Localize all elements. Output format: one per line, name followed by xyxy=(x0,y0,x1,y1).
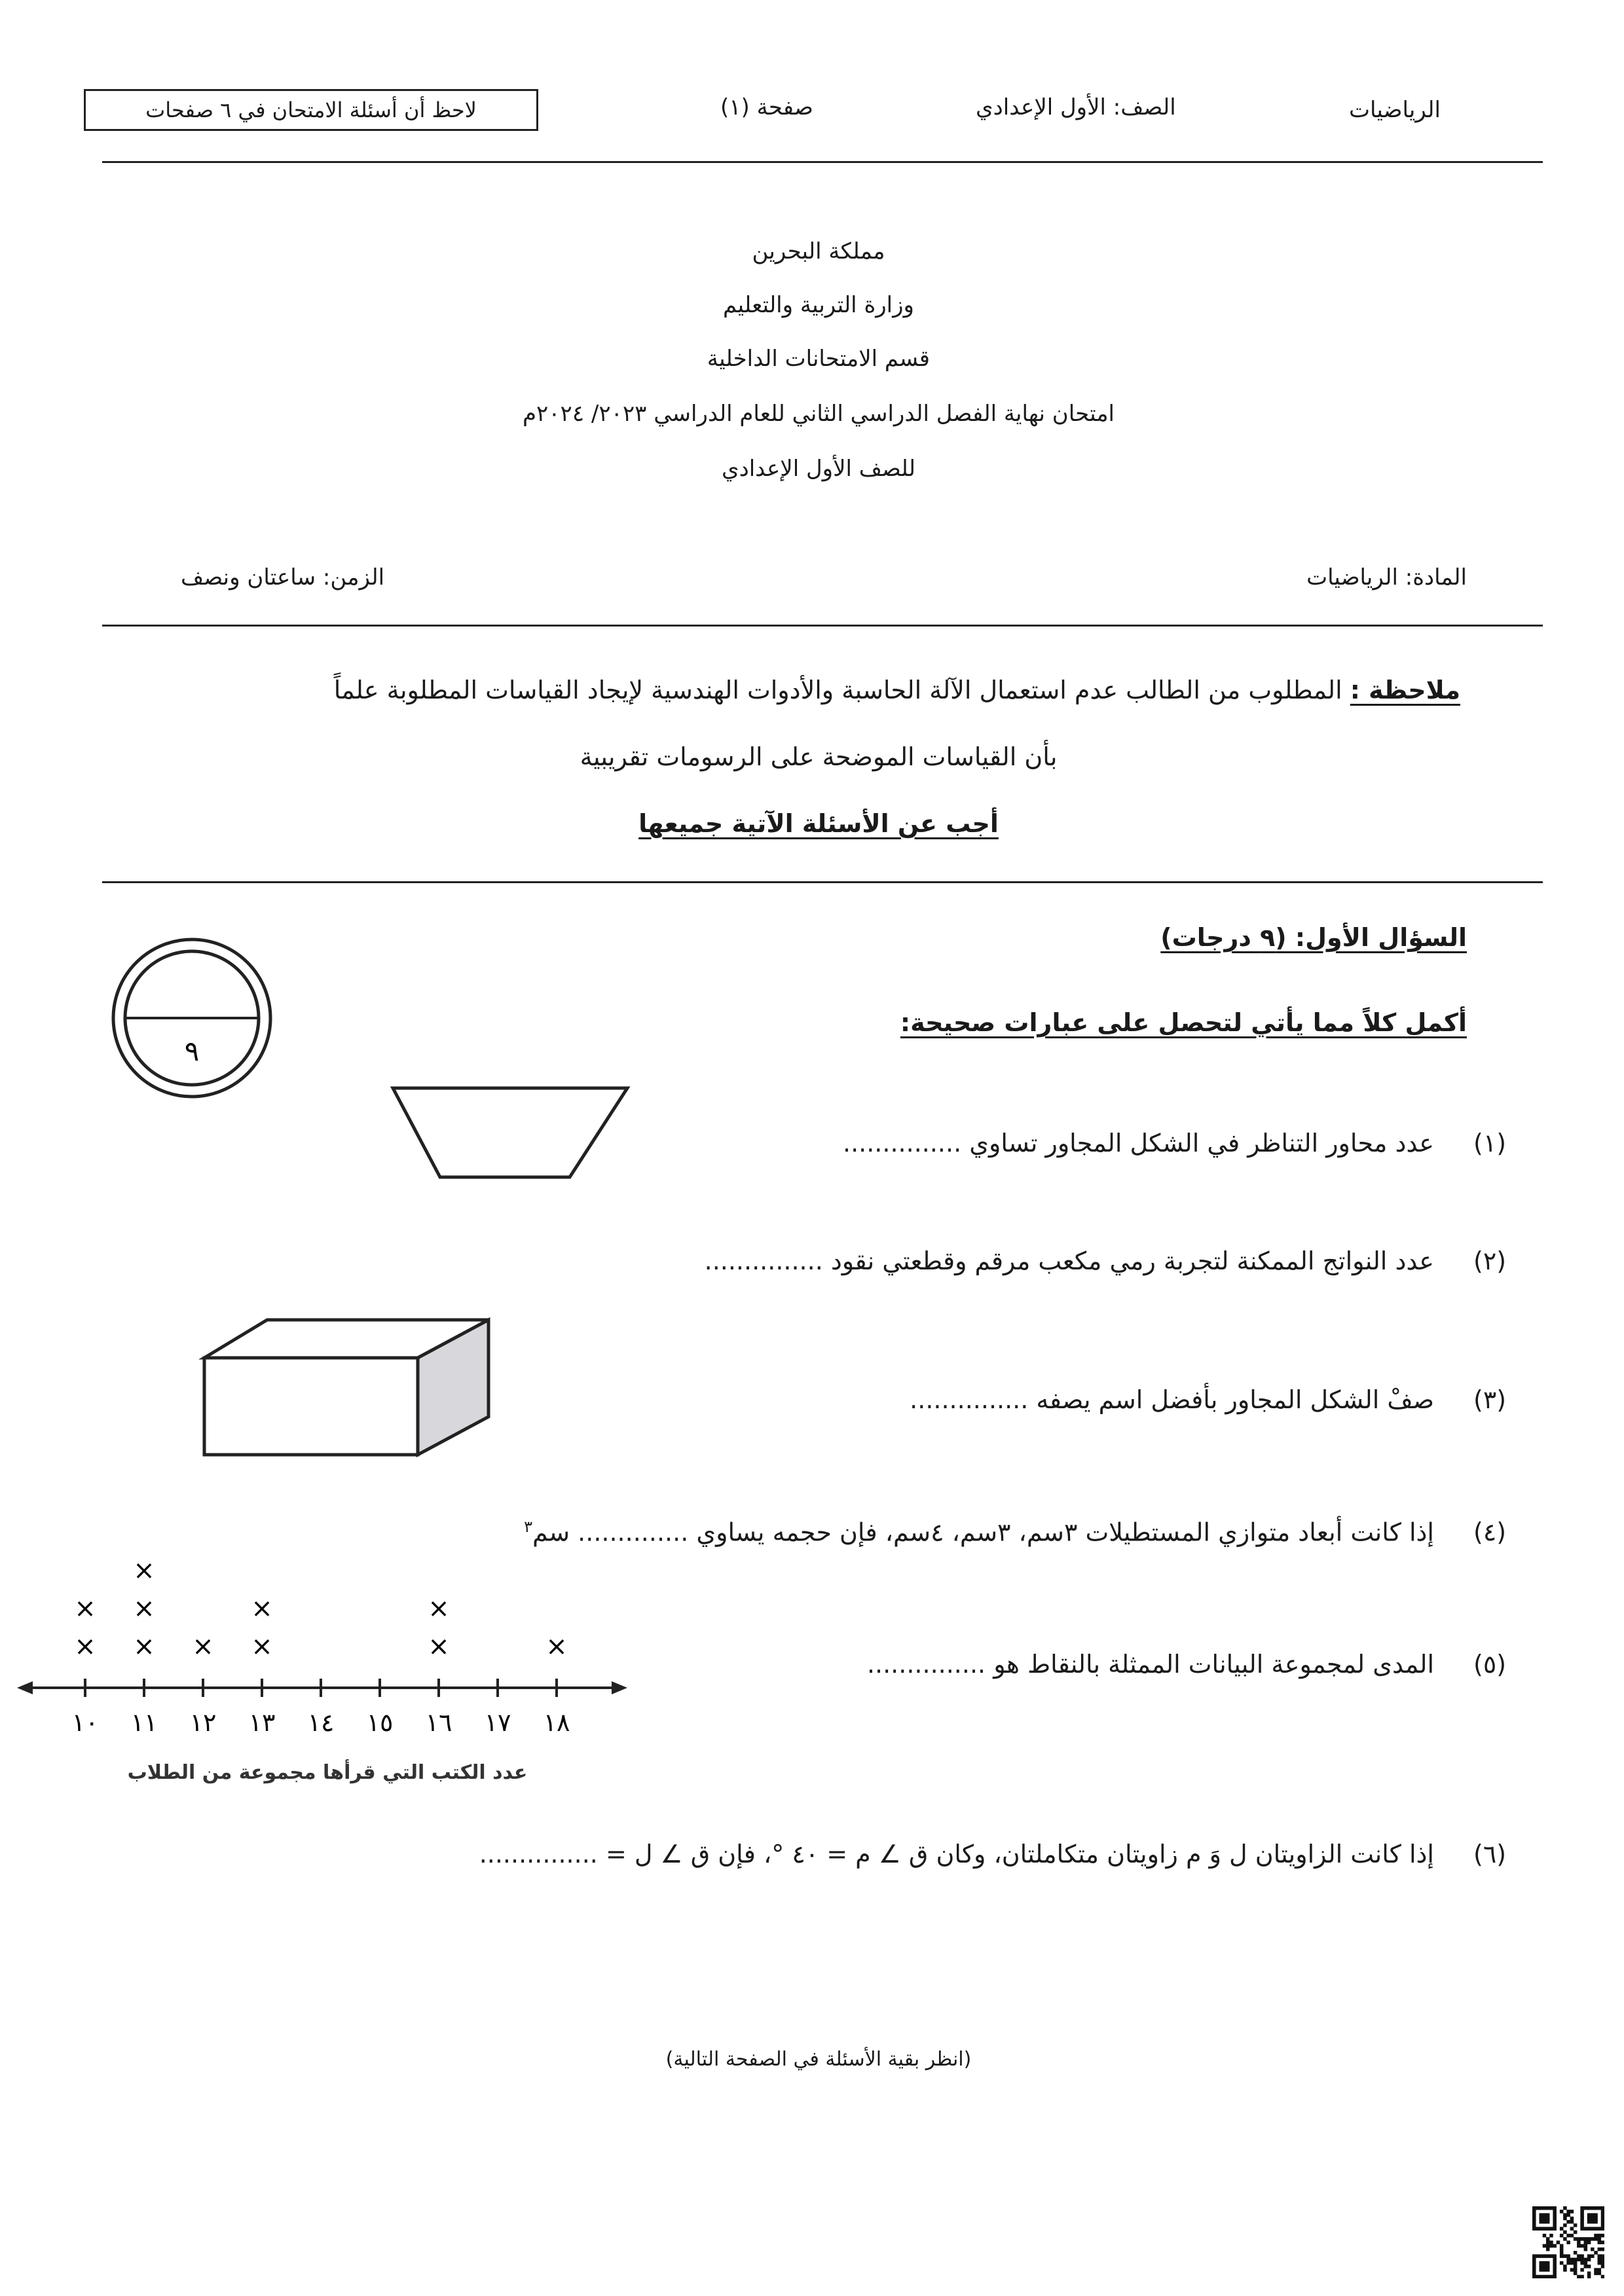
qr-data-module xyxy=(1546,2237,1550,2241)
qr-data-module xyxy=(1601,2258,1604,2262)
qr-data-module xyxy=(1566,2220,1570,2224)
qr-data-module xyxy=(1577,2240,1581,2244)
qr-finder-module xyxy=(1536,2275,1540,2278)
qr-finder-module xyxy=(1543,2213,1547,2217)
qr-data-module xyxy=(1598,2254,1602,2258)
qr-finder-module xyxy=(1532,2275,1536,2278)
qr-data-module xyxy=(1563,2213,1567,2217)
qr-data-module xyxy=(1546,2244,1550,2248)
data-mark: × xyxy=(74,1631,96,1662)
header-page: صفحة (١) xyxy=(720,94,813,120)
qr-finder-module xyxy=(1553,2261,1557,2265)
qr-data-module xyxy=(1570,2234,1574,2238)
qr-data-module xyxy=(1566,2234,1570,2238)
qr-finder-module xyxy=(1553,2210,1557,2214)
qr-data-module xyxy=(1557,2240,1560,2244)
data-mark: × xyxy=(133,1631,155,1662)
qr-finder-module xyxy=(1536,2206,1540,2210)
axis-tick-label: ١٥ xyxy=(366,1708,394,1737)
qr-finder-module xyxy=(1601,2213,1604,2217)
qr-data-module xyxy=(1577,2275,1581,2278)
qr-data-module xyxy=(1580,2261,1584,2265)
qr-finder-module xyxy=(1580,2217,1584,2221)
qr-finder-module xyxy=(1594,2217,1598,2221)
qr-data-module xyxy=(1560,2261,1564,2265)
department-name: قسم الامتحانات الداخلية xyxy=(707,346,931,372)
qr-data-module xyxy=(1563,2217,1567,2221)
qr-data-module xyxy=(1587,2237,1591,2241)
qr-data-module xyxy=(1591,2254,1595,2258)
next-page-note: (انظر بقية الأسئلة في الصفحة التالية) xyxy=(665,2048,972,2071)
qr-data-module xyxy=(1566,2210,1570,2214)
axis-tick-label: ١٢ xyxy=(189,1708,217,1737)
qr-finder-module xyxy=(1587,2213,1591,2217)
qr-data-module xyxy=(1598,2261,1602,2265)
qr-data-module xyxy=(1563,2206,1567,2210)
qr-finder-module xyxy=(1553,2272,1557,2276)
qr-data-module xyxy=(1546,2240,1550,2244)
qr-data-module xyxy=(1563,2231,1567,2234)
qr-data-module xyxy=(1591,2248,1595,2251)
qr-data-module xyxy=(1574,2261,1578,2265)
qr-finder-module xyxy=(1532,2258,1536,2262)
qr-finder-module xyxy=(1584,2227,1588,2231)
qr-finder-module xyxy=(1580,2220,1584,2224)
item-5-number: (٥) xyxy=(1473,1650,1507,1679)
qr-finder-module xyxy=(1549,2254,1553,2258)
qr-data-module xyxy=(1594,2268,1598,2272)
exam-title: امتحان نهاية الفصل الدراسي الثاني للعام الدراسي ٢٠٢٣/ ٢٠٢٤م xyxy=(522,401,1115,427)
qr-data-module xyxy=(1587,2240,1591,2244)
axis-tick-label: ١٤ xyxy=(307,1708,335,1737)
qr-data-module xyxy=(1570,2261,1574,2265)
axis-tick-label: ١٠ xyxy=(71,1708,99,1737)
qr-finder-module xyxy=(1532,2217,1536,2221)
qr-data-module xyxy=(1594,2251,1598,2255)
axis-tick-label: ١٧ xyxy=(484,1708,511,1737)
qr-data-module xyxy=(1587,2254,1591,2258)
qr-finder-module xyxy=(1532,2261,1536,2265)
item-1-text[interactable]: عدد محاور التناظر في الشكل المجاور تساوي ............... xyxy=(842,1129,1434,1157)
item-3-number: (٣) xyxy=(1473,1385,1507,1414)
qr-data-module xyxy=(1566,2254,1570,2258)
qr-data-module xyxy=(1598,2240,1602,2244)
qr-finder-module xyxy=(1580,2227,1584,2231)
time-label: الزمن: ساعتان ونصف xyxy=(181,564,385,591)
data-mark: × xyxy=(133,1556,155,1586)
qr-finder-module xyxy=(1539,2275,1543,2278)
qr-finder-module xyxy=(1546,2227,1550,2231)
qr-data-module xyxy=(1570,2227,1574,2231)
qr-data-module xyxy=(1601,2265,1604,2269)
qr-finder-module xyxy=(1546,2275,1550,2278)
qr-data-module xyxy=(1598,2272,1602,2276)
qr-finder-module xyxy=(1553,2223,1557,2227)
item-2-number: (٢) xyxy=(1473,1247,1507,1275)
note-text-1: المطلوب من الطالب عدم استعمال الآلة الحاسبة والأدوات الهندسية لإيجاد القياسات المطلوبة علماً xyxy=(333,676,1342,704)
question1-subtitle: أكمل كلاً مما يأتي لتحصل على عبارات صحيحة: xyxy=(900,1008,1467,1037)
qr-data-module xyxy=(1580,2244,1584,2248)
qr-data-module xyxy=(1546,2248,1550,2251)
qr-data-module xyxy=(1574,2268,1578,2272)
qr-finder-module xyxy=(1591,2213,1595,2217)
qr-data-module xyxy=(1594,2234,1598,2238)
subject-label: المادة: الرياضيات xyxy=(1306,564,1467,591)
qr-finder-module xyxy=(1553,2206,1557,2210)
header-divider xyxy=(102,161,1543,163)
qr-finder-module xyxy=(1553,2275,1557,2278)
qr-data-module xyxy=(1563,2265,1567,2269)
qr-data-module xyxy=(1560,2244,1564,2248)
data-mark: × xyxy=(428,1631,450,1662)
answer-all-instruction: أجب عن الأسئلة الآتية جميعها xyxy=(638,809,999,838)
qr-finder-module xyxy=(1543,2227,1547,2231)
qr-finder-module xyxy=(1553,2217,1557,2221)
qr-finder-module xyxy=(1553,2220,1557,2224)
qr-data-module xyxy=(1601,2234,1604,2238)
qr-finder-module xyxy=(1539,2261,1543,2265)
data-mark: × xyxy=(74,1594,96,1624)
qr-finder-module xyxy=(1532,2206,1536,2210)
qr-finder-module xyxy=(1601,2227,1604,2231)
qr-data-module xyxy=(1560,2251,1564,2255)
qr-data-module xyxy=(1587,2275,1591,2278)
qr-finder-module xyxy=(1587,2206,1591,2210)
qr-finder-module xyxy=(1543,2265,1547,2269)
note-text-2: بأن القياسات الموضحة على الرسومات تقريبية xyxy=(580,742,1058,771)
note-label: ملاحظة : xyxy=(1350,676,1460,704)
qr-finder-module xyxy=(1546,2254,1550,2258)
item-4-number: (٤) xyxy=(1473,1518,1507,1546)
qr-finder-module xyxy=(1553,2265,1557,2269)
qr-finder-module xyxy=(1587,2227,1591,2231)
qr-data-module xyxy=(1563,2237,1567,2241)
qr-finder-module xyxy=(1546,2206,1550,2210)
qr-finder-module xyxy=(1543,2261,1547,2265)
qr-finder-module xyxy=(1543,2217,1547,2221)
qr-finder-module xyxy=(1543,2254,1547,2258)
qr-finder-module xyxy=(1546,2261,1550,2265)
qr-finder-module xyxy=(1539,2217,1543,2221)
qr-data-module xyxy=(1560,2234,1564,2238)
note-paragraph xyxy=(334,676,1460,704)
qr-data-module xyxy=(1560,2210,1564,2214)
qr-data-module xyxy=(1566,2213,1570,2217)
qr-data-module xyxy=(1574,2231,1578,2234)
qr-data-module xyxy=(1574,2265,1578,2269)
qr-finder-module xyxy=(1532,2220,1536,2224)
item-2-text[interactable]: عدد النواتج الممكنة لتجربة رمي مكعب مرقم وقطعتي نقود ............... xyxy=(704,1247,1434,1275)
qr-finder-module xyxy=(1539,2227,1543,2231)
data-mark: × xyxy=(428,1594,450,1624)
data-mark: × xyxy=(251,1631,273,1662)
trapezoid-figure xyxy=(386,1080,635,1185)
data-mark: × xyxy=(251,1594,273,1624)
qr-data-module xyxy=(1549,2240,1553,2244)
qr-finder-module xyxy=(1532,2213,1536,2217)
qr-finder-module xyxy=(1587,2217,1591,2221)
qr-data-module xyxy=(1598,2248,1602,2251)
qr-data-module xyxy=(1570,2220,1574,2224)
qr-finder-module xyxy=(1549,2275,1553,2278)
qr-finder-module xyxy=(1594,2206,1598,2210)
qr-finder-module xyxy=(1598,2206,1602,2210)
qr-data-module xyxy=(1584,2240,1588,2244)
qr-finder-module xyxy=(1591,2227,1595,2231)
qr-data-module xyxy=(1566,2240,1570,2244)
qr-data-module xyxy=(1584,2265,1588,2269)
qr-finder-module xyxy=(1549,2206,1553,2210)
qr-data-module xyxy=(1574,2258,1578,2262)
qr-finder-module xyxy=(1532,2272,1536,2276)
score-value: ٩ xyxy=(184,1035,200,1067)
qr-finder-module xyxy=(1532,2223,1536,2227)
qr-data-module xyxy=(1587,2258,1591,2262)
qr-data-module xyxy=(1580,2254,1584,2258)
qr-finder-module xyxy=(1539,2268,1543,2272)
qr-data-module xyxy=(1580,2268,1584,2272)
qr-finder-module xyxy=(1536,2227,1540,2231)
qr-data-module xyxy=(1574,2237,1578,2241)
qr-data-module xyxy=(1553,2244,1557,2248)
axis-tick-label: ١٦ xyxy=(425,1708,452,1737)
qr-finder-module xyxy=(1601,2217,1604,2221)
item-1-number: (١) xyxy=(1473,1129,1507,1157)
qr-data-module xyxy=(1601,2261,1604,2265)
qr-finder-module xyxy=(1587,2220,1591,2224)
qr-finder-module xyxy=(1532,2265,1536,2269)
qr-finder-module xyxy=(1553,2258,1557,2262)
qr-data-module xyxy=(1584,2248,1588,2251)
qr-finder-module xyxy=(1580,2210,1584,2214)
qr-data-module xyxy=(1580,2237,1584,2241)
item-4-body: إذا كانت أبعاد متوازي المستطيلات ٣سم، ٣سم، ٤سم، فإن حجمه يساوي .............. سم xyxy=(532,1518,1434,1547)
instructions-divider xyxy=(102,881,1543,883)
qr-data-module xyxy=(1601,2240,1604,2244)
qr-data-module xyxy=(1584,2237,1588,2241)
qr-finder-module xyxy=(1546,2217,1550,2221)
qr-finder-module xyxy=(1549,2227,1553,2231)
qr-data-module xyxy=(1594,2237,1598,2241)
question1-title: السؤال الأول: (٩ درجات) xyxy=(1160,923,1467,952)
item-3-text[interactable]: صفْ الشكل المجاور بأفضل اسم يصفه ............... xyxy=(910,1385,1434,1414)
qr-data-module xyxy=(1549,2244,1553,2248)
qr-data-module xyxy=(1598,2234,1602,2238)
qr-finder-module xyxy=(1543,2206,1547,2210)
qr-finder-module xyxy=(1546,2220,1550,2224)
qr-data-module xyxy=(1584,2244,1588,2248)
info-divider xyxy=(102,625,1543,627)
qr-finder-module xyxy=(1546,2265,1550,2269)
qr-finder-module xyxy=(1580,2206,1584,2210)
qr-finder-module xyxy=(1591,2217,1595,2221)
item-6-text[interactable]: إذا كانت الزاويتان ل وَ م زاويتان متكاملتان، وكان ق ∠ م = ٤٠ °، فإن ق ∠ ل = ............... xyxy=(479,1840,1434,1868)
qr-data-module xyxy=(1566,2261,1570,2265)
qr-finder-module xyxy=(1553,2254,1557,2258)
qr-data-module xyxy=(1584,2261,1588,2265)
qr-data-module xyxy=(1587,2265,1591,2269)
qr-data-module xyxy=(1601,2254,1604,2258)
qr-data-module xyxy=(1598,2268,1602,2272)
qr-data-module xyxy=(1574,2223,1578,2227)
qr-finder-module xyxy=(1591,2206,1595,2210)
qr-finder-module xyxy=(1539,2206,1543,2210)
qr-finder-module xyxy=(1553,2268,1557,2272)
qr-data-module xyxy=(1587,2272,1591,2276)
qr-finder-module xyxy=(1601,2223,1604,2227)
qr-finder-module xyxy=(1546,2213,1550,2217)
country-name: مملكة البحرين xyxy=(752,238,885,264)
axis-arrow-right xyxy=(612,1681,627,1694)
qr-finder-module xyxy=(1539,2254,1543,2258)
ministry-name: وزارة التربية والتعليم xyxy=(723,292,914,318)
qr-data-module xyxy=(1601,2275,1604,2278)
qr-data-module xyxy=(1598,2237,1602,2241)
qr-data-module xyxy=(1574,2272,1578,2276)
qr-finder-module xyxy=(1532,2254,1536,2258)
qr-data-module xyxy=(1563,2268,1567,2272)
axis-tick-label: ١٣ xyxy=(248,1708,276,1737)
item-4-unit-exponent: ٣ xyxy=(524,1518,532,1536)
qr-data-module xyxy=(1577,2237,1581,2241)
qr-finder-module xyxy=(1543,2275,1547,2278)
qr-finder-module xyxy=(1594,2220,1598,2224)
qr-finder-module xyxy=(1584,2206,1588,2210)
qr-data-module xyxy=(1563,2223,1567,2227)
qr-data-module xyxy=(1549,2234,1553,2238)
score-circle xyxy=(110,936,274,1100)
axis-tick-label: ١٨ xyxy=(543,1708,570,1737)
qr-finder-module xyxy=(1539,2220,1543,2224)
item-4-text[interactable] xyxy=(524,1518,1434,1547)
qr-finder-module xyxy=(1580,2223,1584,2227)
qr-data-module xyxy=(1560,2227,1564,2231)
qr-code-icon xyxy=(1532,2206,1604,2278)
qr-finder-module xyxy=(1594,2213,1598,2217)
qr-data-module xyxy=(1598,2258,1602,2262)
qr-data-module xyxy=(1580,2275,1584,2278)
qr-finder-module xyxy=(1543,2268,1547,2272)
item-6-number: (٦) xyxy=(1473,1840,1507,1868)
qr-finder-module xyxy=(1601,2220,1604,2224)
qr-data-module xyxy=(1543,2234,1547,2238)
header-subject: الرياضيات xyxy=(1349,97,1441,123)
qr-data-module xyxy=(1560,2248,1564,2251)
qr-data-module xyxy=(1580,2258,1584,2262)
qr-finder-module xyxy=(1532,2268,1536,2272)
qr-data-module xyxy=(1574,2251,1578,2255)
qr-data-module xyxy=(1584,2258,1588,2262)
axis-tick-label: ١١ xyxy=(130,1708,158,1737)
qr-finder-module xyxy=(1598,2227,1602,2231)
qr-finder-module xyxy=(1591,2220,1595,2224)
qr-finder-module xyxy=(1553,2213,1557,2217)
qr-finder-module xyxy=(1553,2227,1557,2231)
qr-data-module xyxy=(1577,2254,1581,2258)
qr-data-module xyxy=(1570,2217,1574,2221)
data-mark: × xyxy=(545,1631,568,1662)
qr-finder-module xyxy=(1546,2268,1550,2272)
qr-data-module xyxy=(1577,2258,1581,2262)
qr-data-module xyxy=(1560,2254,1564,2258)
qr-finder-module xyxy=(1532,2227,1536,2231)
qr-finder-module xyxy=(1536,2254,1540,2258)
qr-data-module xyxy=(1570,2210,1574,2214)
qr-data-module xyxy=(1577,2244,1581,2248)
item-5-text[interactable]: المدى لمجموعة البيانات الممثلة بالنقاط هو ............... xyxy=(866,1650,1434,1679)
qr-data-module xyxy=(1570,2258,1574,2262)
qr-data-module xyxy=(1601,2248,1604,2251)
qr-data-module xyxy=(1543,2244,1547,2248)
data-mark: × xyxy=(192,1631,214,1662)
qr-finder-module xyxy=(1539,2213,1543,2217)
qr-data-module xyxy=(1594,2272,1598,2276)
axis-arrow-left xyxy=(17,1681,33,1694)
qr-finder-module xyxy=(1601,2210,1604,2214)
cuboid-figure xyxy=(194,1309,495,1460)
qr-finder-module xyxy=(1539,2265,1543,2269)
qr-data-module xyxy=(1570,2268,1574,2272)
qr-finder-module xyxy=(1601,2206,1604,2210)
qr-data-module xyxy=(1566,2258,1570,2262)
line-plot-caption: عدد الكتب التي قرأها مجموعة من الطلاب xyxy=(127,1761,528,1784)
exam-grade: للصف الأول الإعدادي xyxy=(721,456,916,482)
header-grade: الصف: الأول الإعدادي xyxy=(976,94,1176,120)
qr-finder-module xyxy=(1580,2213,1584,2217)
line-plot xyxy=(13,1545,642,1781)
qr-finder-module xyxy=(1532,2210,1536,2214)
qr-finder-module xyxy=(1543,2220,1547,2224)
qr-finder-module xyxy=(1594,2227,1598,2231)
exam-pages-note: لاحظ أن أسئلة الامتحان في ٦ صفحات xyxy=(84,89,538,131)
qr-data-module xyxy=(1591,2237,1595,2241)
data-mark: × xyxy=(133,1594,155,1624)
qr-data-module xyxy=(1563,2254,1567,2258)
